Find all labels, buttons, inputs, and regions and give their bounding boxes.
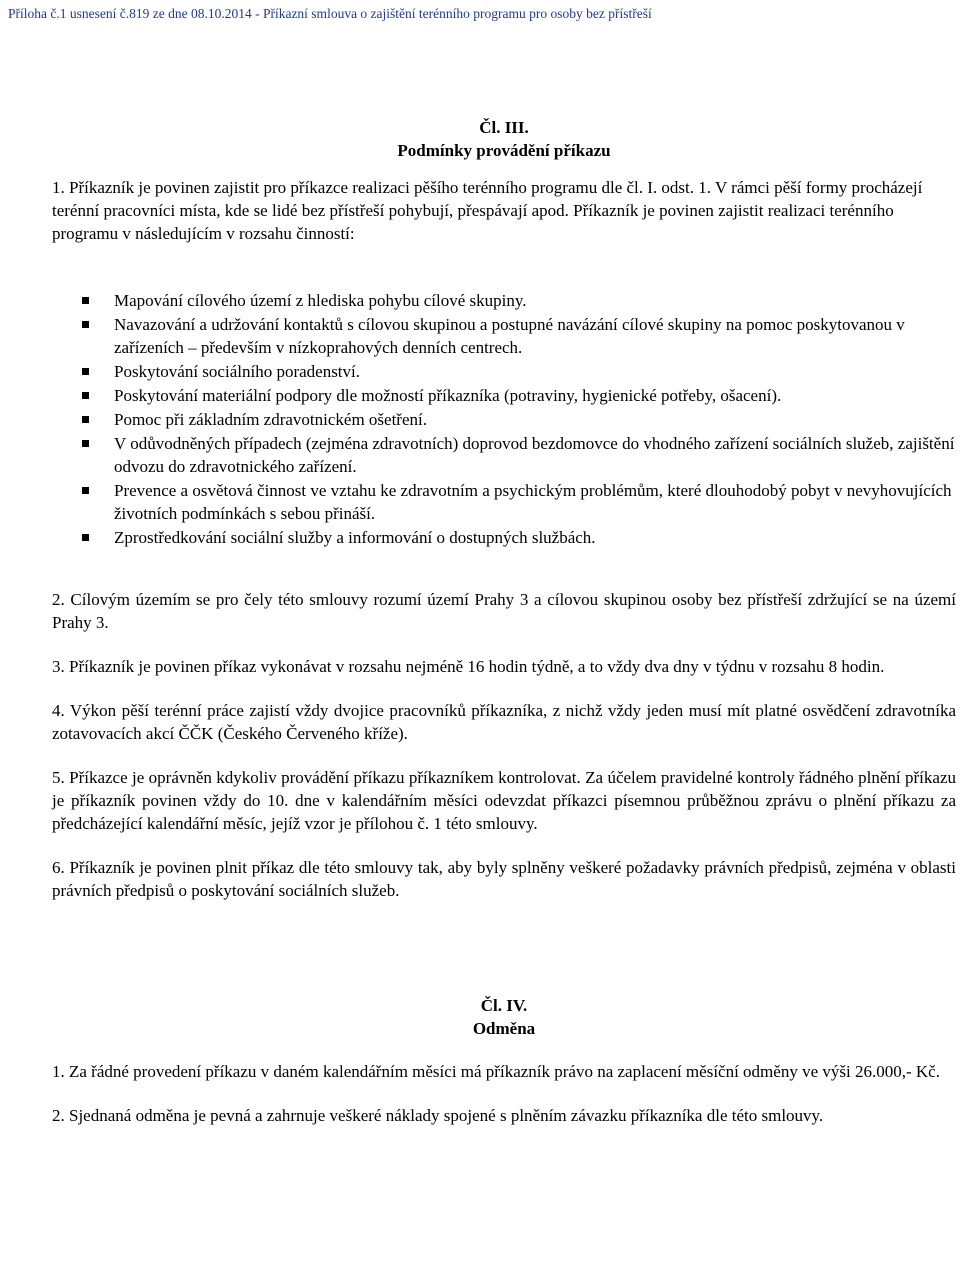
- square-bullet-icon: [82, 440, 89, 447]
- list-item-text: Navazování a udržování kontaktů s cílovou skupinou a postupné navázání cílové skupiny na pomoc poskytovanou v zařízeních – především v nízkoprahových denních centrech.: [114, 315, 905, 357]
- square-bullet-icon: [82, 534, 89, 541]
- list-item: [52, 408, 956, 431]
- list-item: [52, 313, 956, 359]
- document-header: Příloha č.1 usnesení č.819 ze dne 08.10.2014 - Příkazní smlouva o zajištění terénního programu pro osoby bez přístřeší: [8, 6, 652, 21]
- article-4-number: Čl. IV.: [480, 996, 528, 1015]
- list-item-text: Pomoc při základním zdravotnickém ošetření.: [114, 410, 427, 429]
- square-bullet-icon: [82, 416, 89, 423]
- activity-list: [52, 289, 956, 549]
- list-item-text: Mapování cílového území z hlediska pohybu cílové skupiny.: [114, 291, 527, 310]
- article-3-paragraph-6: 6. Příkazník je povinen plnit příkaz dle této smlouvy tak, aby byly splněny veškeré požadavky právních předpisů, zejména v oblasti právních předpisů o poskytování sociálních služeb.: [52, 858, 956, 900]
- list-item-text: V odůvodněných případech (zejména zdravotních) doprovod bezdomovce do vhodného zařízení sociálních služeb, zajištění odvozu do zdravotnického zařízení.: [114, 434, 955, 476]
- article-3-title: Podmínky provádění příkazu: [397, 141, 611, 160]
- article-4-paragraph-1: 1. Za řádné provedení příkazu v daném kalendářním měsíci má příkazník právo na zaplacení měsíční odměny ve výši 26.000,- Kč.: [52, 1062, 940, 1081]
- square-bullet-icon: [82, 392, 89, 399]
- list-item: [52, 360, 956, 383]
- article-4-title: Odměna: [472, 1019, 536, 1038]
- list-item: [52, 479, 956, 525]
- article-3-paragraph-1: 1. Příkazník je povinen zajistit pro příkazce realizaci pěšího terénního programu dle čl. I. odst. 1. V rámci pěší formy procházejí terénní pracovníci místa, kde se lidé bez přístřeší pohybují, přespávají apod. Příkazník je povinen zajistit realizaci terénního programu v následujícím v rozsahu činností:: [52, 178, 923, 243]
- article-3-paragraph-5: 5. Příkazce je oprávněn kdykoliv provádění příkazu příkazníkem kontrolovat. Za účelem pravidelné kontroly řádného plnění příkazu je příkazník povinen vždy do 10. dne v kalendářním měsíci odevzdat příkazci písemnou průběžnou zprávu o plnění příkazu za předcházející kalendářní měsíc, jejíž vzor je přílohou č. 1 této smlouvy.: [52, 768, 956, 833]
- list-item: [52, 289, 956, 312]
- article-3-paragraph-4: 4. Výkon pěší terénní práce zajistí vždy dvojice pracovníků příkazníka, z nichž vždy jeden musí mít platné osvědčení zdravotníka zotavovacích akcí ČČK (Českého Červeného kříže).: [52, 701, 956, 743]
- article-3-paragraph-3: 3. Příkazník je povinen příkaz vykonávat v rozsahu nejméně 16 hodin týdně, a to vždy dva dny v týdnu v rozsahu 8 hodin.: [52, 657, 885, 676]
- square-bullet-icon: [82, 321, 89, 328]
- square-bullet-icon: [82, 368, 89, 375]
- list-item: [52, 526, 956, 549]
- list-item-text: Poskytování sociálního poradenství.: [114, 362, 361, 381]
- list-item: [52, 432, 956, 478]
- list-item-text: Poskytování materiální podpory dle možností příkazníka (potraviny, hygienické potřeby, ošacení).: [114, 386, 782, 405]
- article-3-number: Čl. III.: [479, 118, 529, 137]
- square-bullet-icon: [82, 297, 89, 304]
- document-body: [52, 116, 956, 1127]
- article-3-paragraph-2: 2. Cílovým územím se pro čely této smlouvy rozumí území Prahy 3 a cílovou skupinou osoby bez přístřeší zdržující se na území Prahy 3.: [52, 590, 956, 632]
- list-item-text: Prevence a osvětová činnost ve vztahu ke zdravotním a psychickým problémům, které dlouhodobý pobyt v nevyhovujících životních podmínkách s sebou přináší.: [114, 481, 952, 523]
- list-item: [52, 384, 956, 407]
- list-item-text: Zprostředkování sociální služby a informování o dostupných službách.: [114, 528, 596, 547]
- square-bullet-icon: [82, 487, 89, 494]
- article-4-paragraph-2: 2. Sjednaná odměna je pevná a zahrnuje veškeré náklady spojené s plněním závazku příkazníka dle této smlouvy.: [52, 1106, 824, 1125]
